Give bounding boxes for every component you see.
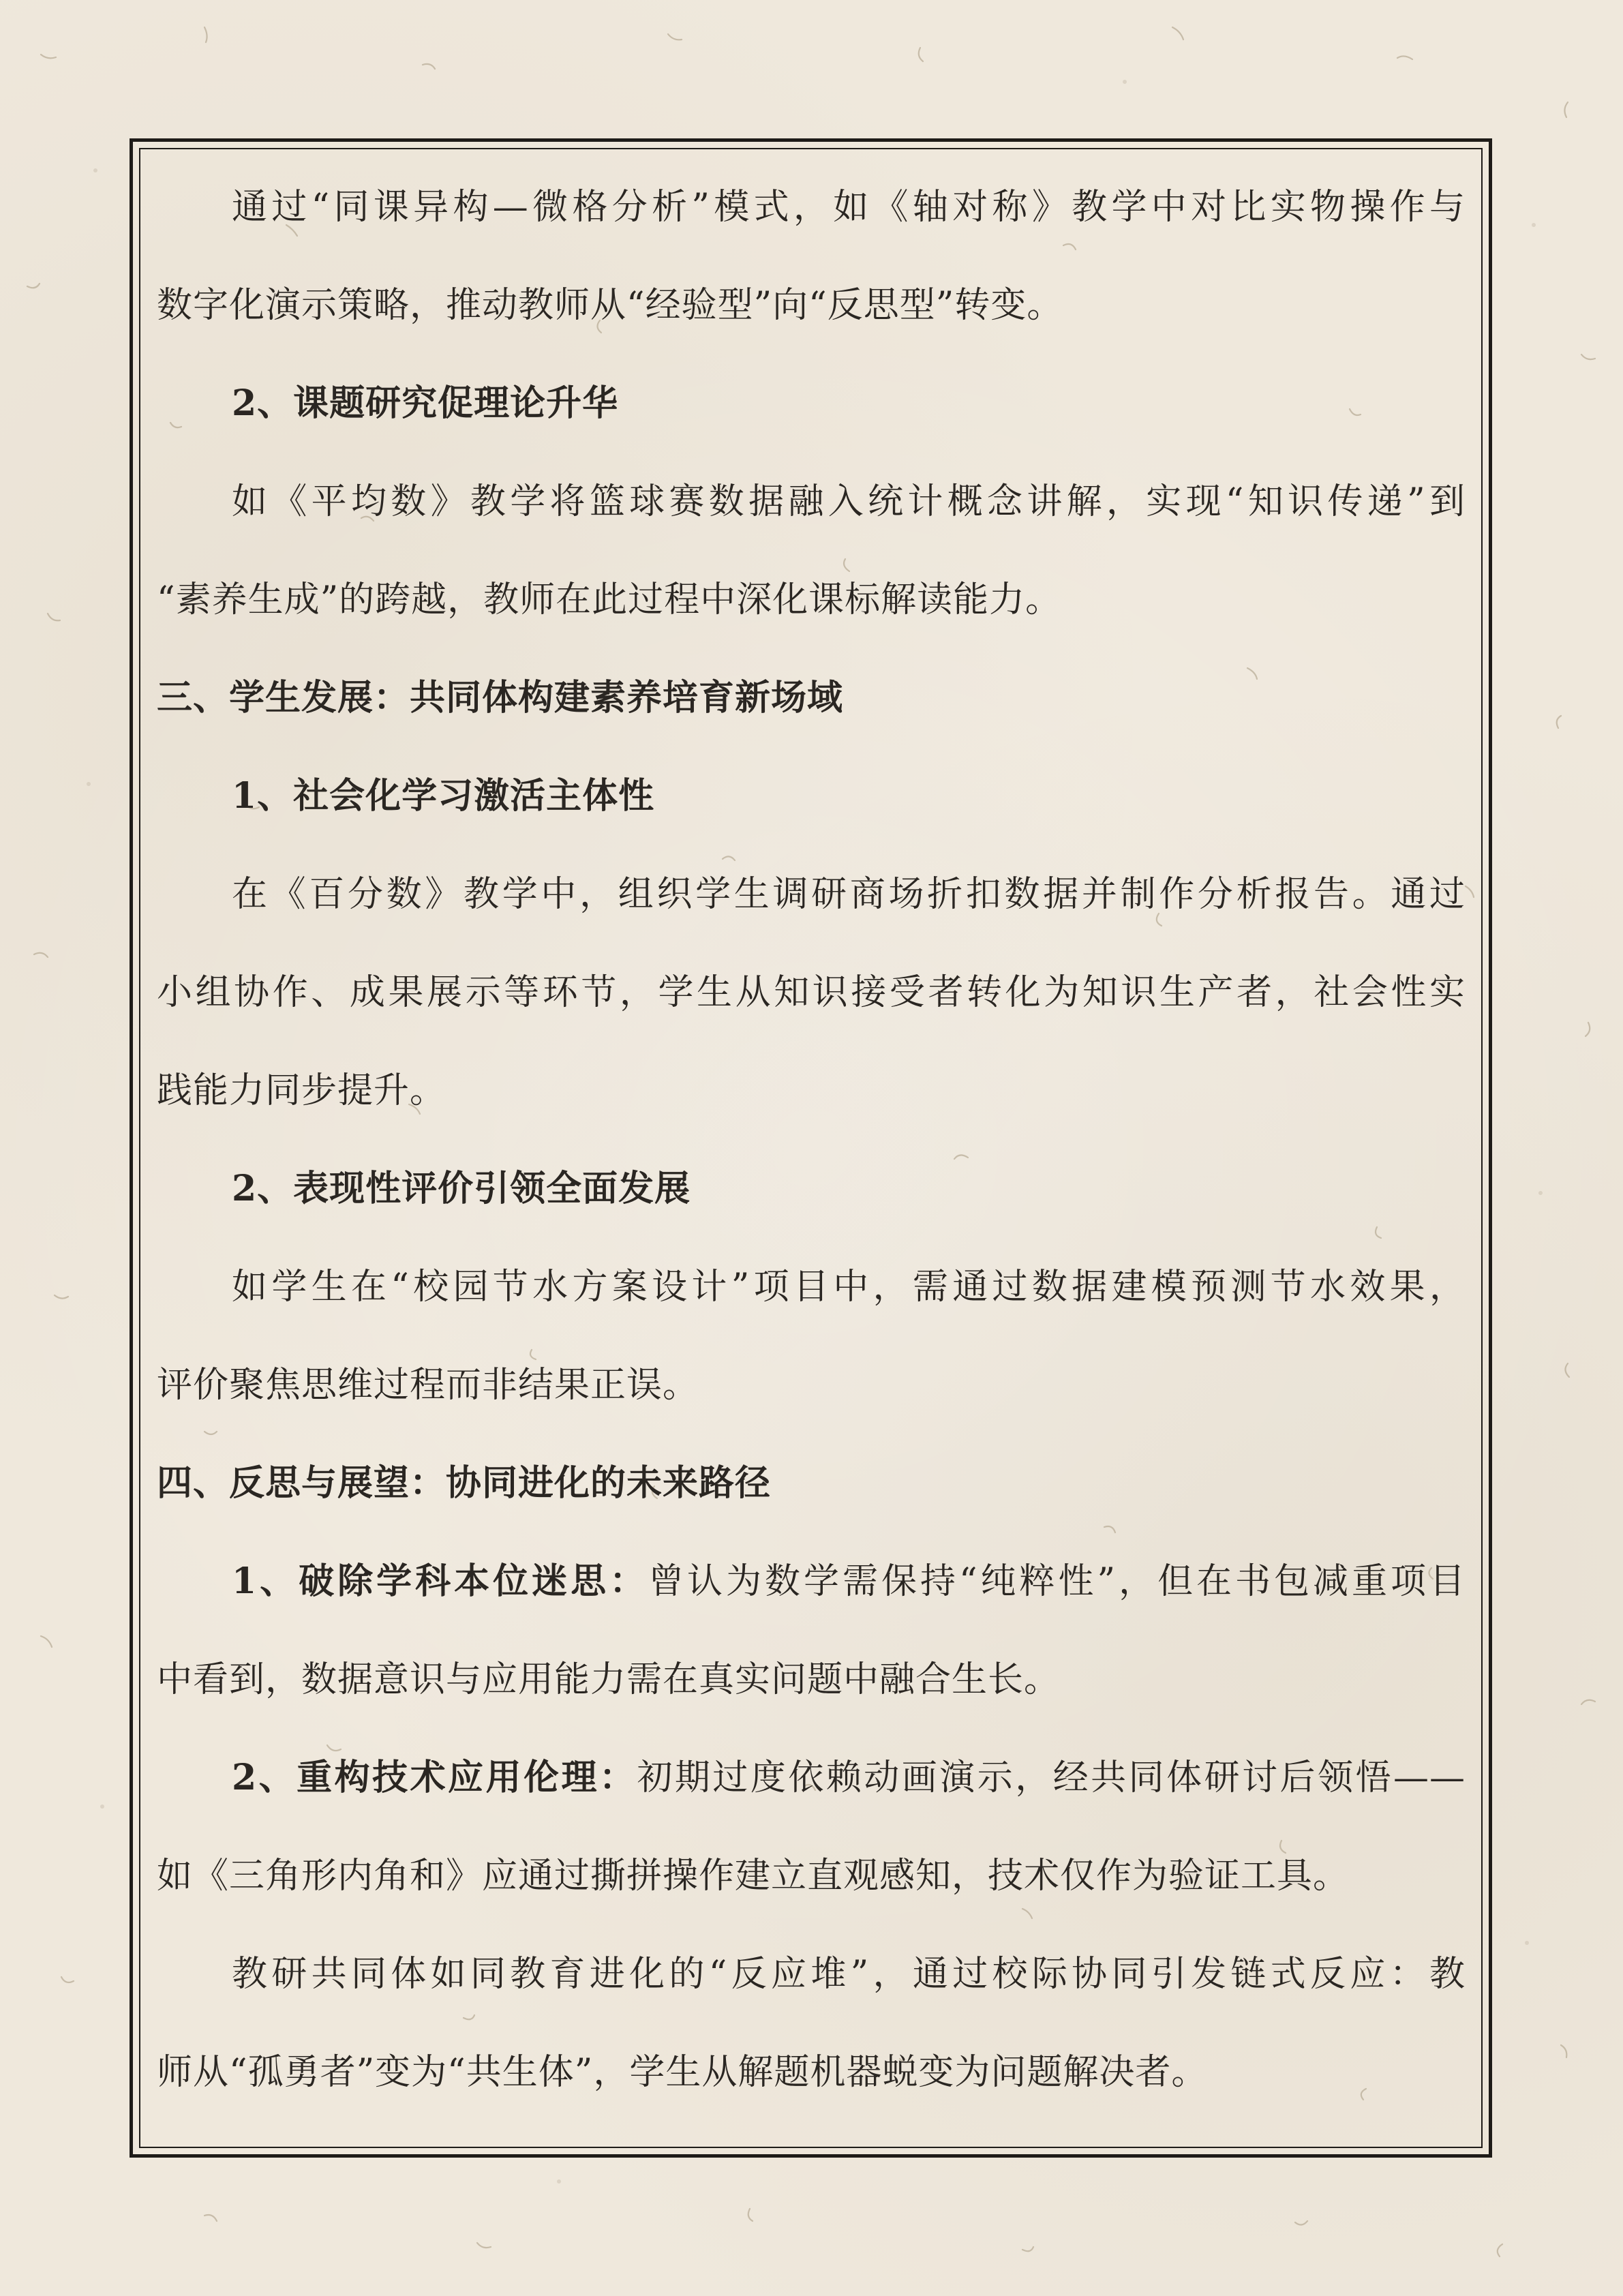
paragraph-line: 评价聚焦思维过程而非结果正误。 [157, 1365, 699, 1406]
paragraph-line: “素养生成”的跨越，教师在此过程中深化课标解读能力。 [157, 579, 1062, 620]
inline-lead-heading: 2、重构技术应用伦理： [232, 1757, 637, 1798]
paragraph-line [157, 1532, 1466, 1631]
section-heading: 三、学生发展：共同体构建素养培育新场域 [157, 677, 844, 719]
paragraph-line: 教研共同体如同教育进化的“反应堆”，通过校际协同引发链式反应：教 [232, 1954, 1466, 1995]
paragraph-line: 通过“同课异构—微格分析”模式，如《轴对称》教学中对比实物操作与 [232, 187, 1466, 228]
paragraph-line: 如学生在“校园节水方案设计”项目中，需通过数据建模预测节水效果， [232, 1267, 1466, 1308]
paragraph-text: 初期过度依赖动画演示，经共同体研讨后领悟—— [637, 1757, 1466, 1798]
paragraph-line [157, 1729, 1466, 1827]
paragraph-text: 曾认为数学需保持“纯粹性”，但在书包减重项目 [648, 1561, 1466, 1602]
paragraph-line: 如《三角形内角和》应通过撕拼操作建立直观感知，技术仅作为验证工具。 [157, 1856, 1350, 1897]
inline-lead-heading: 1、破除学科本位迷思： [232, 1560, 649, 1602]
document-body [157, 158, 1466, 2121]
subheading: 2、课题研究促理论升华 [232, 382, 619, 424]
paragraph-line: 如《平均数》教学将篮球赛数据融入统计概念讲解，实现“知识传递”到 [232, 481, 1466, 522]
paragraph-line: 数字化演示策略，推动教师从“经验型”向“反思型”转变。 [157, 285, 1063, 326]
subheading: 2、表现性评价引领全面发展 [232, 1168, 691, 1209]
paragraph-line: 中看到，数据意识与应用能力需在真实问题中融合生长。 [157, 1659, 1061, 1700]
paragraph-line: 师从“孤勇者”变为“共生体”，学生从解题机器蜕变为问题解决者。 [157, 2052, 1208, 2093]
section-heading: 四、反思与展望：协同进化的未来路径 [157, 1462, 772, 1504]
paragraph-line: 在《百分数》教学中，组织学生调研商场折扣数据并制作分析报告。通过 [232, 874, 1466, 915]
paragraph-line: 小组协作、成果展示等环节，学生从知识接受者转化为知识生产者，社会性实 [157, 972, 1466, 1013]
paragraph-line: 践能力同步提升。 [157, 1070, 446, 1111]
subheading: 1、社会化学习激活主体性 [232, 775, 655, 817]
